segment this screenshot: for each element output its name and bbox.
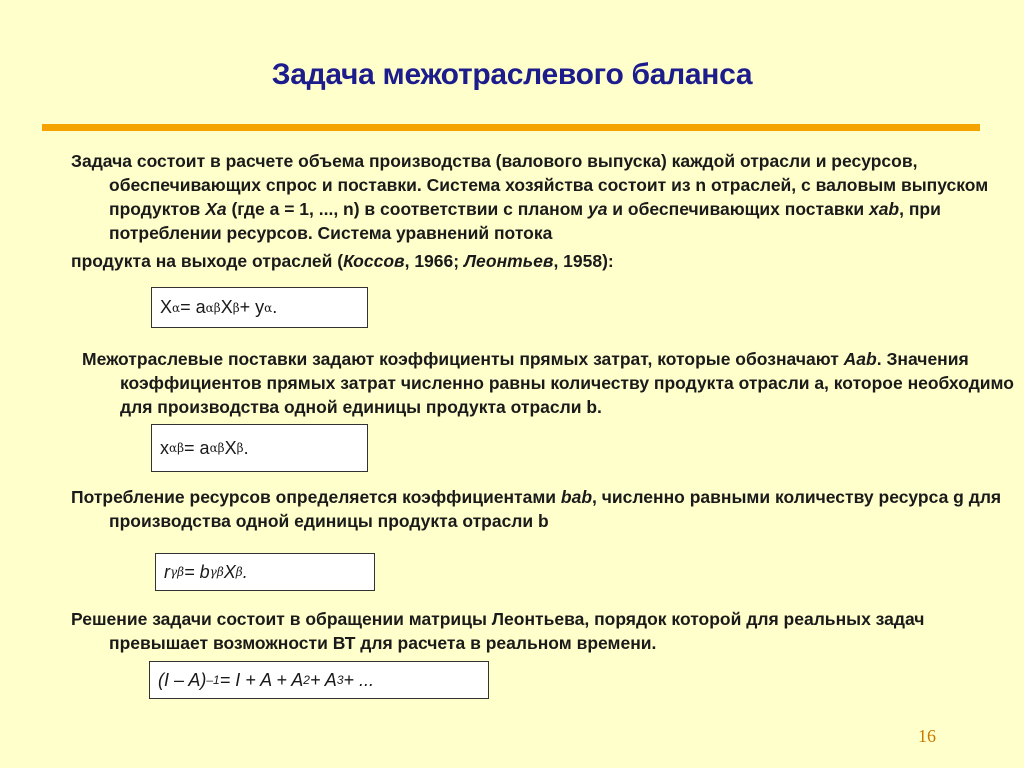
page-number: 16 (918, 726, 936, 746)
paragraph-direct-costs: Межотраслевые поставки задают коэффициенты прямых затрат, которые обозначают Aab. Значения коэффициентов прямых затрат численно равны количеству продукта отрасли a, которое необходимо для производства одной единицы продукта отрасли b. (82, 349, 1014, 417)
slide-title: Задача межотраслевого баланса (271, 58, 753, 91)
paragraph-resource-consumption: Потребление ресурсов определяется коэффициентами bab, численно равными количеству ресурса g для производства одной единицы продукта отрасли b (71, 487, 1002, 531)
paragraph-solution: Решение задачи состоит в обращении матрицы Леонтьева, порядок которой для реальных задач превышает возможности ВТ для расчета в реальном времени. (71, 609, 925, 653)
formula-resource-consumption: r γβ = b γβ X β . (155, 553, 375, 591)
title-divider (42, 124, 980, 131)
formula-balance-equation: X α = a αβ X β + y α . (151, 287, 368, 328)
formula-leontief-inverse: (I – A) –1 = I + A + A 2 + A 3 + ... (149, 661, 489, 699)
formula-direct-costs: x αβ = a αβ X β . (151, 424, 368, 472)
paragraph-problem-statement: Задача состоит в расчете объема производства (валового выпуска) каждой отрасли и ресурсов, обеспечивающих спрос и поставки. Система хозяйства состоит из n отраслей, с валовым выпуском продуктов Xa (где a = 1, ..., n) в соответствии с планом ya и обеспечивающих поставки xab, при потреблении ресурсов. Система уравнений потока продукта на выходе отраслей (Коссов, 1966; Леонтьев, 1958): (71, 151, 989, 271)
